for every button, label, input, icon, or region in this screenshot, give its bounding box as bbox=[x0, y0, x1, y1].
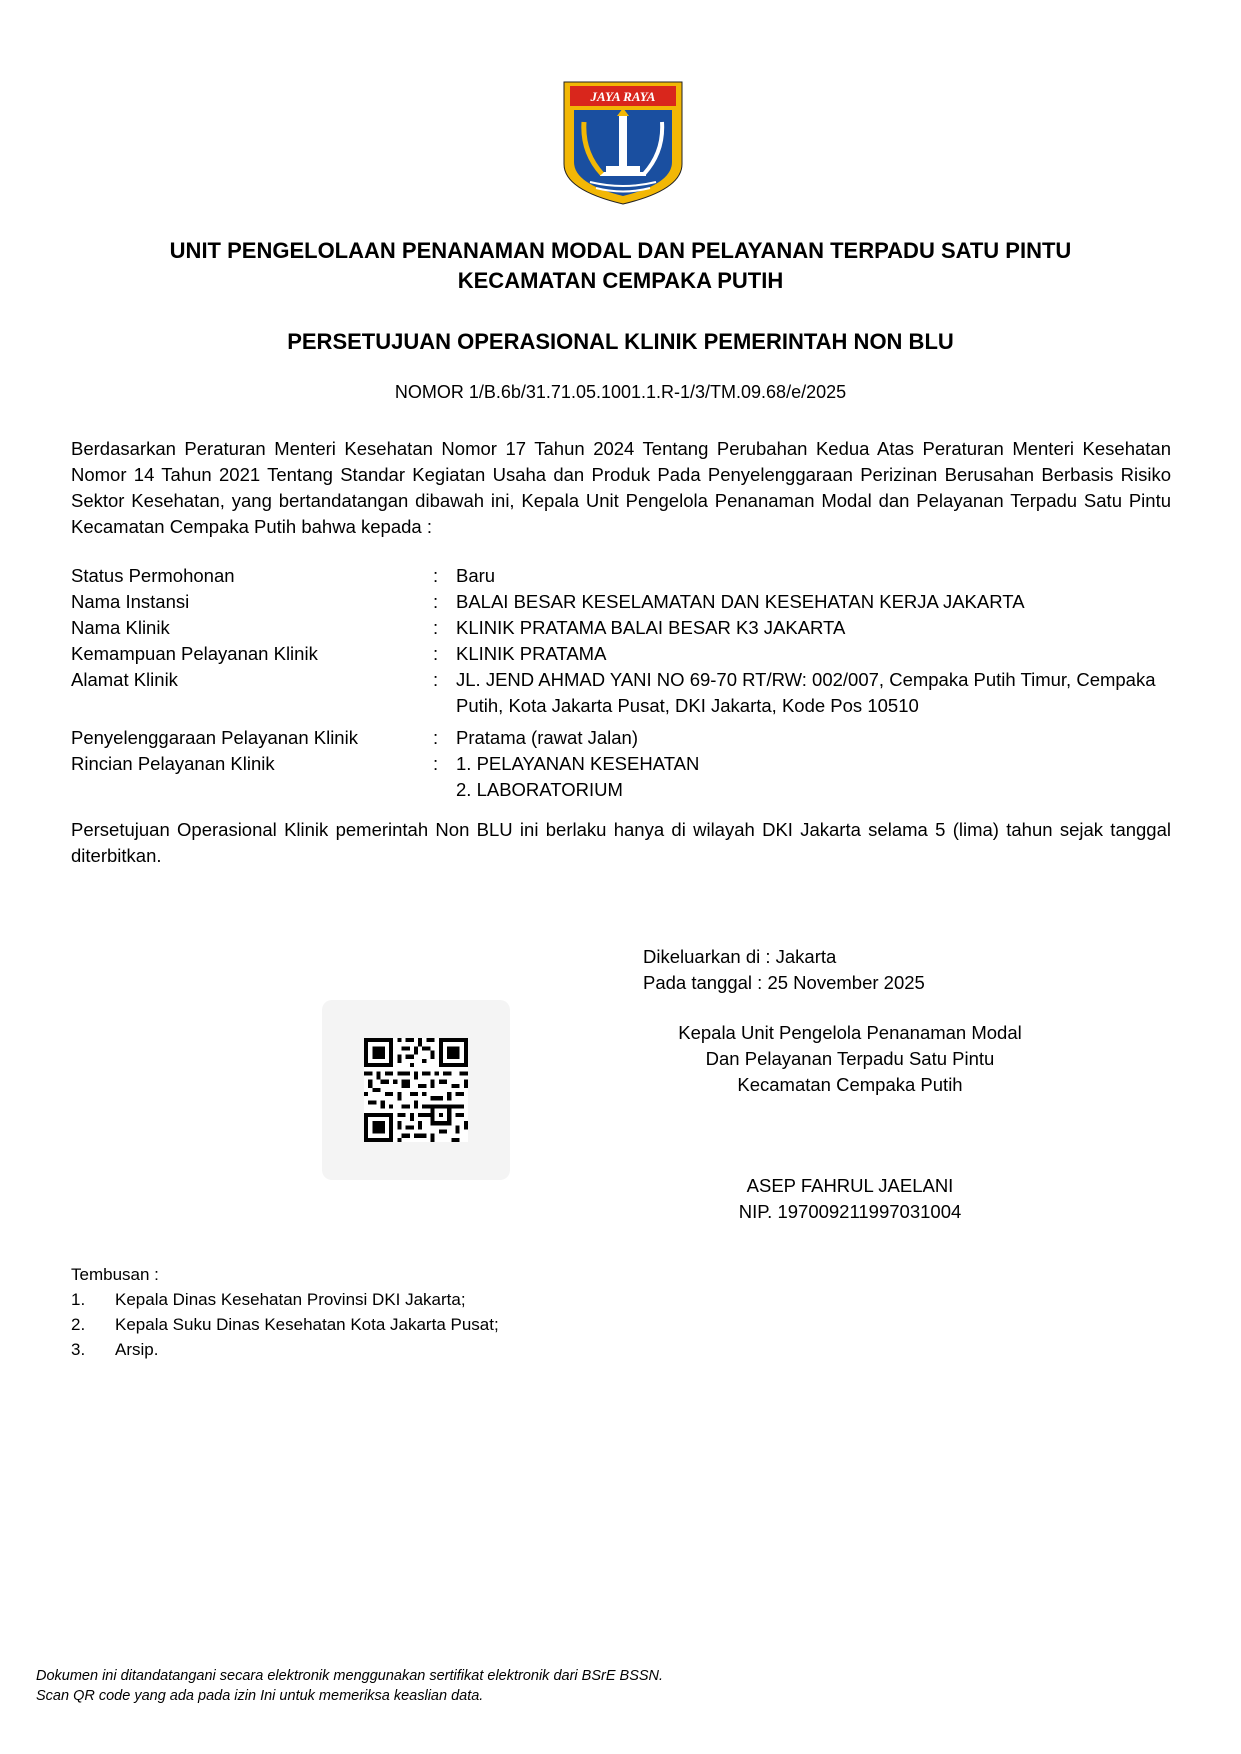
field-label: Kemampuan Pelayanan Klinik bbox=[71, 643, 318, 664]
list-item-text: Kepala Dinas Kesehatan Provinsi DKI Jakarta; bbox=[115, 1290, 466, 1309]
field-colon: : bbox=[433, 591, 439, 612]
field-klinik bbox=[71, 615, 1181, 641]
footer-line-2: Scan QR code yang ada pada izin Ini untuk memeriksa keaslian data. bbox=[36, 1688, 484, 1704]
field-colon: : bbox=[433, 727, 439, 748]
copies-heading: Tembusan : bbox=[71, 1265, 159, 1284]
position-line: Kepala Unit Pengelola Penanaman Modal bbox=[678, 1022, 1022, 1043]
footer-line-1: Dokumen ini ditandatangani secara elektronik menggunakan sertifikat elektronik dari BSrE BSSN. bbox=[36, 1668, 664, 1684]
field-rincian bbox=[71, 751, 1181, 803]
field-label: Alamat Klinik bbox=[71, 669, 178, 690]
validity-paragraph: Persetujuan Operasional Klinik pemerintah Non BLU ini berlaku hanya di wilayah DKI Jakarta selama 5 (lima) tahun sejak tanggal diterbitkan. bbox=[71, 819, 1171, 866]
footer-note bbox=[36, 1666, 663, 1706]
agency-line-1: UNIT PENGELOLAAN PENANAMAN MODAL DAN PELAYANAN TERPADU SATU PINTU bbox=[169, 238, 1072, 263]
document-number: NOMOR 1/B.6b/31.71.05.1001.1.R-1/3/TM.09.68/e/2025 bbox=[394, 382, 847, 402]
field-label: Status Permohonan bbox=[71, 565, 235, 586]
field-colon: : bbox=[433, 617, 439, 638]
signer-position bbox=[600, 1020, 1100, 1098]
field-status bbox=[71, 563, 1181, 589]
signer-name: ASEP FAHRUL JAELANI bbox=[746, 1175, 954, 1196]
issued-place: Dikeluarkan di : Jakarta bbox=[643, 946, 837, 967]
issued-date: Pada tanggal : 25 November 2025 bbox=[643, 972, 925, 993]
list-item-number: 1. bbox=[71, 1290, 86, 1309]
field-colon: : bbox=[433, 669, 439, 690]
position-line: Kecamatan Cempaka Putih bbox=[737, 1074, 963, 1095]
field-value: Pratama (rawat Jalan) bbox=[456, 727, 638, 748]
field-kemampuan bbox=[71, 641, 1181, 667]
list-item bbox=[71, 1287, 499, 1312]
qr-code[interactable] bbox=[364, 1038, 468, 1142]
list-item-text: Kepala Suku Dinas Kesehatan Kota Jakarta Pusat; bbox=[115, 1315, 499, 1334]
permit-fields bbox=[71, 563, 1181, 803]
field-value: BALAI BESAR KESELAMATAN DAN KESEHATAN KERJA JAKARTA bbox=[456, 591, 1025, 612]
document-title: PERSETUJUAN OPERASIONAL KLINIK PEMERINTAH NON BLU bbox=[287, 329, 954, 354]
field-penyelenggaraan bbox=[71, 725, 1181, 751]
list-item-number: 2. bbox=[71, 1315, 86, 1334]
list-item-number: 3. bbox=[71, 1340, 86, 1359]
agency-line-2: KECAMATAN CEMPAKA PUTIH bbox=[457, 268, 784, 293]
field-instansi bbox=[71, 589, 1181, 615]
field-colon: : bbox=[433, 643, 439, 664]
agency-name bbox=[0, 236, 1241, 296]
field-label: Nama Instansi bbox=[71, 591, 190, 612]
signer-block bbox=[600, 1173, 1100, 1225]
field-colon: : bbox=[433, 565, 439, 586]
field-value bbox=[456, 751, 1181, 803]
field-alamat bbox=[71, 667, 1181, 719]
field-value: JL. JEND AHMAD YANI NO 69-70 RT/RW: 002/007, Cempaka Putih Timur, Cempaka Putih, Kota Jakarta Pusat, DKI Jakarta, Kode Pos 10510 bbox=[456, 669, 1156, 716]
jaya-raya-emblem bbox=[560, 78, 686, 206]
svg-text:JAYA RAYA: JAYA RAYA bbox=[590, 89, 656, 104]
intro-paragraph: Berdasarkan Peraturan Menteri Kesehatan Nomor 17 Tahun 2024 Tentang Perubahan Kedua Atas Peraturan Menteri Kesehatan Nomor 14 Tahun 2021 Tentang Standar Kegiatan Usaha dan Produk Pada Penyelenggaraan Perizinan Berusahan Berbasis Risiko Sektor Kesehatan, yang bertandatangan dibawah ini, Kepala Unit Pengelola Penanaman Modal dan Pelayanan Terpadu Satu Pintu Kecamatan Cempaka Putih bahwa kepada : bbox=[71, 438, 1171, 537]
issuance-info bbox=[643, 944, 925, 996]
service-item: 2. LABORATORIUM bbox=[456, 779, 623, 800]
field-colon: : bbox=[433, 753, 439, 774]
field-label: Penyelenggaraan Pelayanan Klinik bbox=[71, 727, 358, 748]
field-value: KLINIK PRATAMA bbox=[456, 643, 607, 664]
list-item bbox=[71, 1337, 499, 1362]
service-item: 1. PELAYANAN KESEHATAN bbox=[456, 753, 700, 774]
field-value: Baru bbox=[456, 565, 496, 586]
list-item bbox=[71, 1312, 499, 1337]
copies-list bbox=[71, 1262, 499, 1362]
list-item-text: Arsip. bbox=[115, 1340, 159, 1359]
field-value: KLINIK PRATAMA BALAI BESAR K3 JAKARTA bbox=[456, 617, 846, 638]
signer-nip: NIP. 197009211997031004 bbox=[738, 1201, 962, 1222]
field-label: Rincian Pelayanan Klinik bbox=[71, 753, 275, 774]
field-label: Nama Klinik bbox=[71, 617, 170, 638]
position-line: Dan Pelayanan Terpadu Satu Pintu bbox=[705, 1048, 995, 1069]
